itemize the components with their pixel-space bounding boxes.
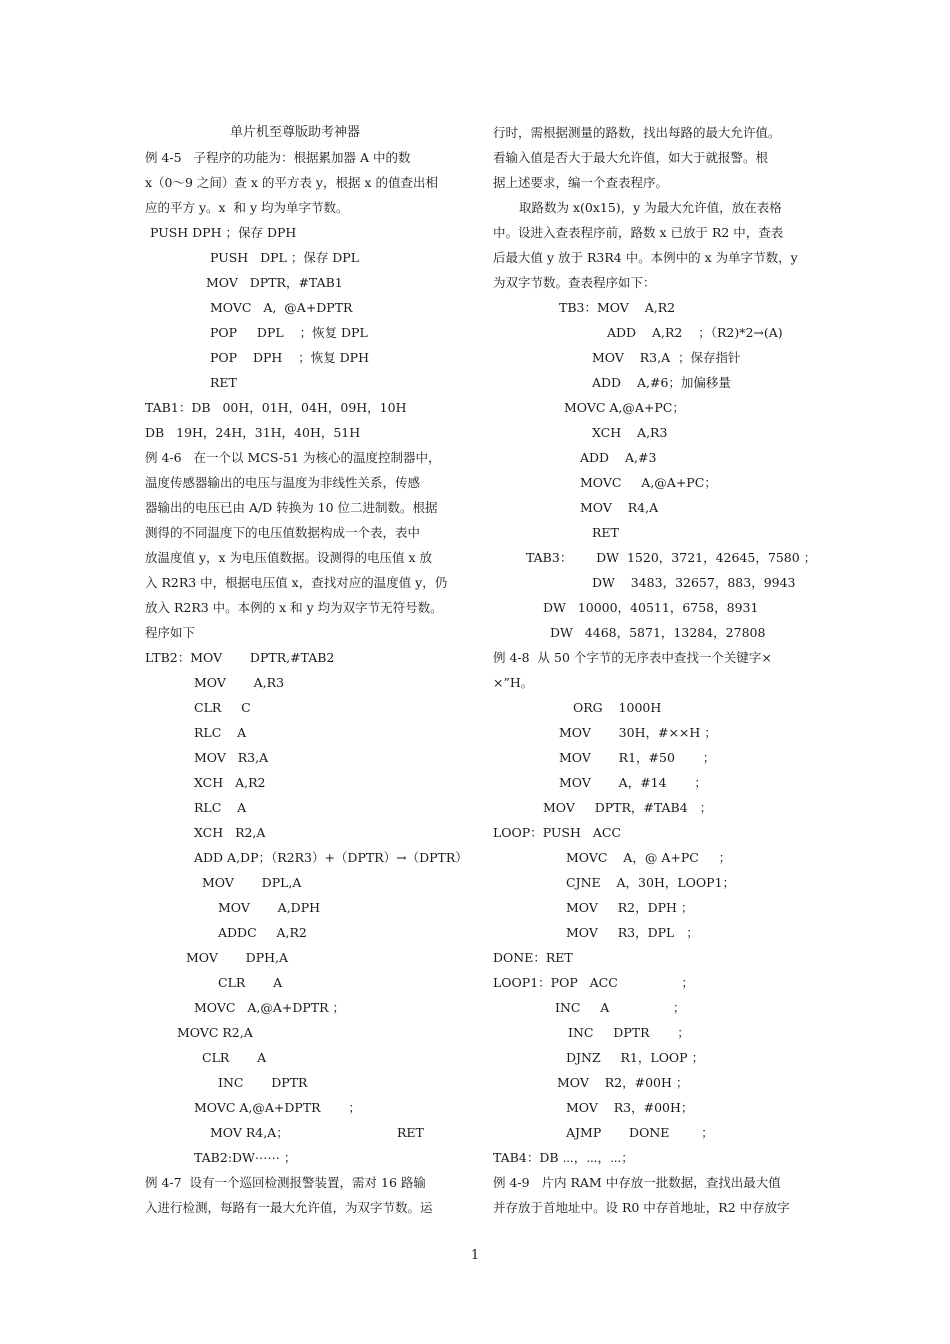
- text-line: 中。设进入查表程序前，路数 x 已放于 R2 中，查表: [493, 225, 784, 240]
- code-line: MOV DPH,A: [186, 950, 289, 965]
- code-line: MOV DPTR，#TAB4 ；: [543, 800, 713, 815]
- code-line: RET: [397, 1125, 424, 1140]
- code-line: ADDC A,R2: [218, 925, 307, 940]
- code-line: MOV R1，#50 ；: [559, 750, 716, 765]
- text-line: 后最大值 y 放于 R3R4 中。本例中的 x 为单字节数，y: [493, 250, 798, 265]
- code-line: TAB2:DW⋯⋯ ；: [194, 1150, 297, 1165]
- text-line: 例 4-8 从 50 个字节的无序表中查找一个关键字×: [493, 650, 772, 665]
- code-line: DJNZ R1，LOOP ；: [566, 1050, 705, 1065]
- code-line: MOVC A, @A+DPTR: [210, 300, 353, 315]
- code-line: XCH A,R3: [592, 425, 668, 440]
- page-number: 1: [470, 1248, 480, 1263]
- code-line: CLR A: [202, 1050, 267, 1065]
- code-line: LOOP1：POP ACC ；: [493, 975, 694, 990]
- code-line: INC DPTR ；: [568, 1025, 690, 1040]
- code-line: TAB1：DB 00H，01H，04H，09H，10H: [145, 400, 407, 415]
- code-line: CLR A: [218, 975, 283, 990]
- right-column: [493, 0, 817, 1240]
- text-line: 放温度值 y，x 为电压值数据。设测得的电压值 x 放: [145, 550, 433, 565]
- code-line: MOV R2，DPH ；: [566, 900, 694, 915]
- code-line: ADD A,R2 ；（R2)*2→(A): [607, 325, 783, 340]
- code-line: PUSH DPH ；保存 DPH: [150, 225, 297, 240]
- code-line: MOVC A，@ A+PC ；: [566, 850, 732, 865]
- code-line: MOV R2，#00H ；: [557, 1075, 689, 1090]
- code-line: TAB3： DW 1520，3721，42645，7580 ；: [526, 550, 817, 565]
- code-line: MOV R4,A: [580, 500, 659, 515]
- text-line: 入 R2R3 中，根据电压值 x，查找对应的温度值 y，仍: [145, 575, 448, 590]
- text-line: 例 4-9 片内 RAM 中存放一批数据，查找出最大值: [493, 1175, 781, 1190]
- code-line: RET: [210, 375, 237, 390]
- text-line: ×”H。: [493, 675, 534, 690]
- code-line: CLR C: [194, 700, 251, 715]
- text-line: 例 4-6 在一个以 MCS-51 为核心的温度控制器中，: [145, 450, 441, 465]
- code-line: TAB4：DB ⋯，⋯，⋯；: [493, 1150, 634, 1165]
- code-line: MOV A,R3: [194, 675, 285, 690]
- code-line: MOVC R2,A: [177, 1025, 253, 1040]
- code-line: TB3：MOV A,R2: [559, 300, 676, 315]
- text-line: 应的平方 y。x 和 y 均为单字节数。: [145, 200, 349, 215]
- code-line: MOV DPTR，#TAB1: [206, 275, 343, 290]
- code-line: LOOP：PUSH ACC: [493, 825, 621, 840]
- text-line: 程序如下: [145, 625, 196, 640]
- code-line: MOV A,DPH: [218, 900, 321, 915]
- code-line: RET: [592, 525, 619, 540]
- code-line: MOV A，#14 ；: [559, 775, 707, 790]
- text-line: 温度传感器输出的电压与温度为非线性关系，传感: [145, 475, 421, 490]
- text-line: 放入 R2R3 中。本例的 x 和 y 均为双字节无符号数。: [145, 600, 443, 615]
- page-title: 单片机至尊版助考神器: [230, 125, 361, 140]
- text-line: 取路数为 x(0x15)，y 为最大允许值，放在表格: [519, 200, 782, 215]
- code-line: XCH A,R2: [194, 775, 266, 790]
- left-column: [145, 0, 475, 1240]
- code-line: MOV 30H，#××H ；: [559, 725, 717, 740]
- code-line: PUSH DPL ；保存 DPL: [210, 250, 360, 265]
- code-line: LTB2：MOV DPTR,#TAB2: [145, 650, 335, 665]
- code-line: ADD A,#3: [580, 450, 657, 465]
- code-line: MOV R4,A；: [210, 1125, 289, 1140]
- text-line: 例 4-5 子程序的功能为：根据累加器 A 中的数: [145, 150, 411, 165]
- text-line: 例 4-7 设有一个巡回检测报警装置，需对 16 路输: [145, 1175, 426, 1190]
- code-line: MOVC A,@A+DPTR ；: [194, 1100, 361, 1115]
- text-line: 看输入值是否大于最大允许值，如大于就报警。根: [493, 150, 769, 165]
- code-line: DONE：RET: [493, 950, 573, 965]
- code-line: DB 19H，24H，31H，40H，51H: [145, 425, 361, 440]
- code-line: ADD A,DP；（R2R3）+（DPTR）→（DPTR）: [194, 850, 468, 865]
- code-line: MOVC A,@A+PC；: [564, 400, 685, 415]
- code-line: POP DPH ；恢复 DPH: [210, 350, 369, 365]
- text-line: 入进行检测，每路有一最大允许值，为双字节数。运: [145, 1200, 433, 1215]
- text-line: 并存放于首地址中。设 R0 中存首地址，R2 中存放字: [493, 1200, 790, 1215]
- text-line: 器输出的电压已由 A/D 转换为 10 位二进制数。根据: [145, 500, 438, 515]
- text-line: 据上述要求，编一个查表程序。: [493, 175, 669, 190]
- code-line: MOV R3，DPL ；: [566, 925, 699, 940]
- code-line: MOVC A,@A+PC；: [580, 475, 717, 490]
- code-line: INC DPTR: [218, 1075, 308, 1090]
- code-line: MOV DPL,A: [202, 875, 302, 890]
- text-line: 行时，需根据测量的路数，找出每路的最大允许值。: [493, 125, 781, 140]
- text-line: x（0～9 之间）查 x 的平方表 y，根据 x 的值查出相: [145, 175, 438, 190]
- code-line: DW 10000，40511，6758，8931: [543, 600, 759, 615]
- text-line: 测得的不同温度下的电压值数据构成一个表，表中: [145, 525, 421, 540]
- code-line: MOVC A,@A+DPTR ；: [194, 1000, 345, 1015]
- code-line: MOV R3,A: [194, 750, 269, 765]
- code-line: MOV R3,A ；保存指针: [592, 350, 741, 365]
- code-line: ORG 1000H: [573, 700, 662, 715]
- code-line: RLC A: [194, 725, 247, 740]
- text-line: 为双字节数。查表程序如下：: [493, 275, 656, 290]
- code-line: INC A ；: [555, 1000, 686, 1015]
- code-line: MOV R3，#00H；: [566, 1100, 694, 1115]
- code-line: XCH R2,A: [194, 825, 266, 840]
- code-line: DW 4468，5871，13284，27808: [550, 625, 766, 640]
- code-line: DW 3483，32657，883，9943: [592, 575, 796, 590]
- code-line: AJMP DONE ；: [566, 1125, 714, 1140]
- code-line: POP DPL ；恢复 DPL: [210, 325, 368, 340]
- code-line: RLC A: [194, 800, 247, 815]
- code-line: ADD A,#6；加偏移量: [592, 375, 731, 390]
- code-line: CJNE A，30H，LOOP1；: [566, 875, 736, 890]
